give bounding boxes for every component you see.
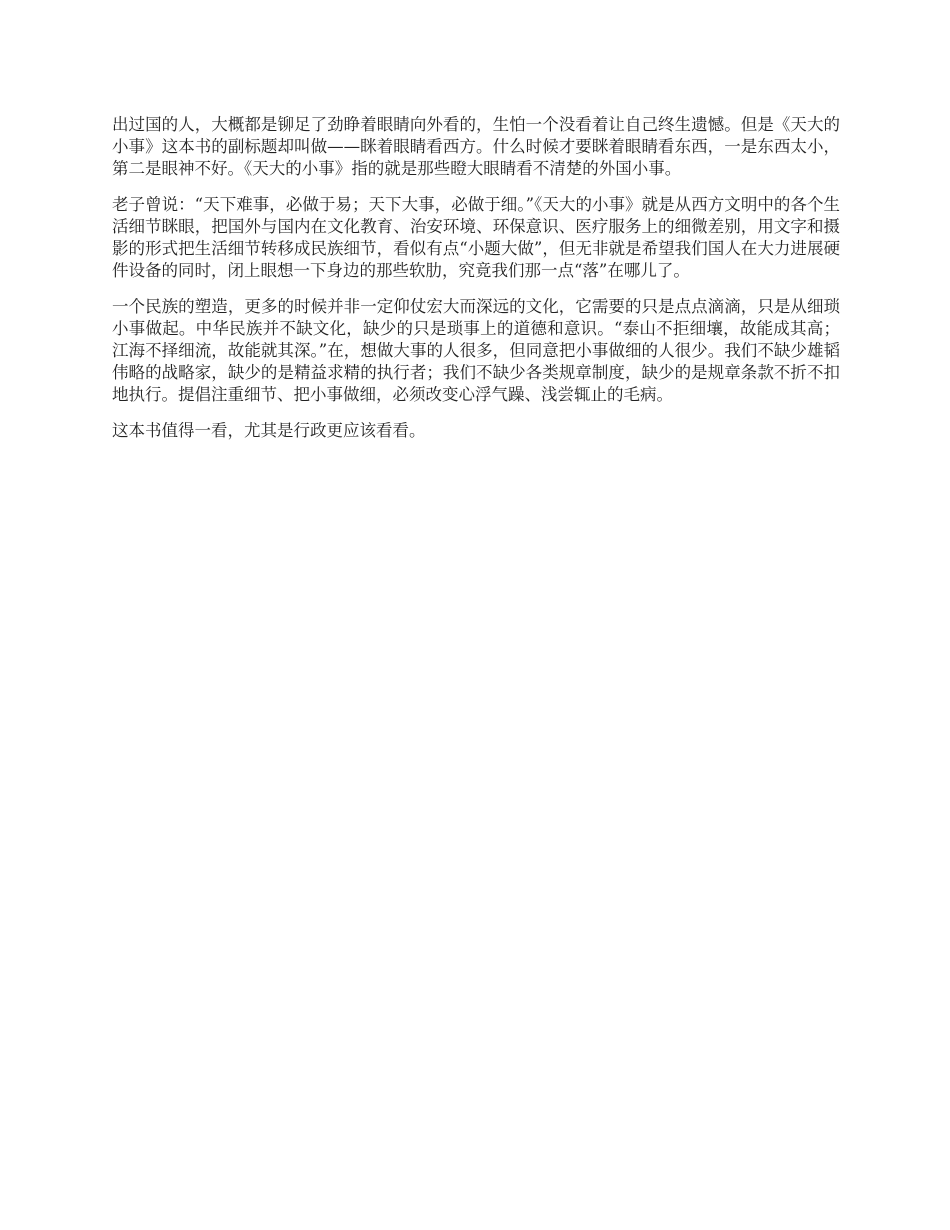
paragraph-3: 一个民族的塑造，更多的时候并非一定仰仗宏大而深远的文化，它需要的只是点点滴滴，只是从细琐小事做起。中华民族并不缺文化，缺少的只是琐事上的道德和意识。“泰山不拒细壤，故能成其高；江海不择细流，故能就其深。”在，想做大事的人很多，但同意把小事做细的人很少。我们不缺少雄韬伟略的战略家，缺少的是精益求精的执行者；我们不缺少各类规章制度，缺少的是规章条款不折不扣地执行。提倡注重细节、把小事做细，必须改变心浮气躁、浅尝辄止的毛病。 xyxy=(112,297,840,404)
paragraph-2: 老子曾说：“天下难事，必做于易；天下大事，必做于细。”《天大的小事》就是从西方文明中的各个生活细节眯眼，把国外与国内在文化教育、治安环境、环保意识、医疗服务上的细微差别，用文字和摄影的形式把生活细节转移成民族细节，看似有点“小题大做”，但无非就是希望我们国人在大力进展硬件设备的同时，闭上眼想一下身边的那些软肋，究竟我们那一点“落”在哪儿了。 xyxy=(112,195,840,280)
paragraph-4: 这本书值得一看，尤其是行政更应该看看。 xyxy=(112,421,426,440)
document-page xyxy=(112,114,840,456)
paragraph-1: 出过国的人，大概都是铆足了劲睁着眼睛向外看的，生怕一个没看着让自己终生遗憾。但是《天大的小事》这本书的副标题却叫做——眯着眼睛看西方。什么时候才要眯着眼睛看东西，一是东西太小，第二是眼神不好。《天大的小事》指的就是那些瞪大眼睛看不清楚的外国小事。 xyxy=(112,115,840,178)
